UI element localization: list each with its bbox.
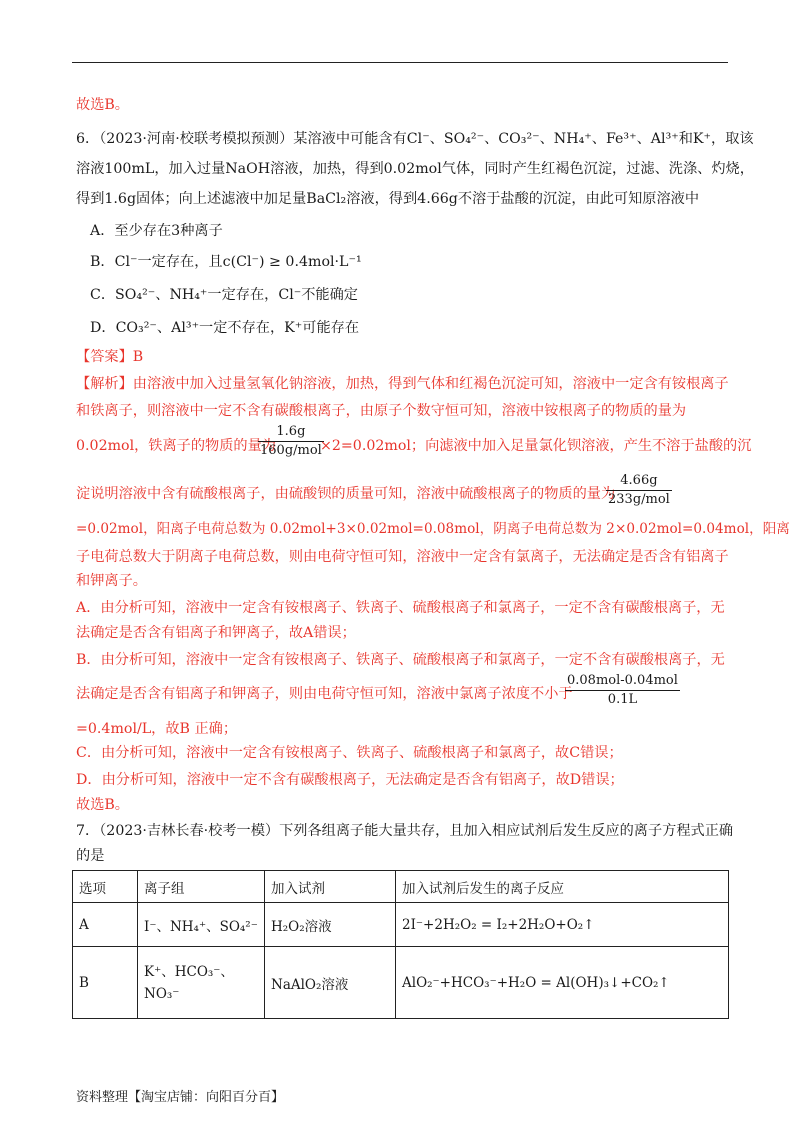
fraction-chloride-conc [565,672,680,709]
analysis-line: 淀说明溶液中含有硫酸根离子，由硫酸钡的质量可知，溶液中硫酸根离子的物质的量为 [76,486,616,502]
table-cell-reaction: 2I⁻+2H₂O₂ = I₂+2H₂O+O₂↑ [396,903,729,947]
analysis-line: 故选B。 [76,797,129,813]
header-rule [72,62,728,63]
table-row [73,947,729,1019]
table-header-row [73,871,729,903]
prev-conclusion: 故选B。 [76,97,129,113]
analysis-line: B．由分析可知，溶液中一定含有铵根离子、铁离子、硫酸根离子和氯离子，一定不含有碳酸根离子，无 [76,652,725,668]
q6-answer: 【答案】B [76,349,144,365]
table-cell-option: B [73,947,138,1019]
analysis-line: 法确定是否含有铝离子和钾离子，则由电荷守恒可知，溶液中氯离子浓度不小于 [76,686,573,702]
analysis-line: C．由分析可知，溶液中一定含有铵根离子、铁离子、硫酸根离子和氯离子，故C错误； [76,745,623,761]
fraction-fe-moles [258,423,324,460]
fraction-sulfate-moles [606,472,672,509]
q7-stem-line2: 的是 [76,848,105,864]
table-header-cell: 选项 [73,871,138,903]
analysis-line: 和钾离子。 [76,573,147,589]
fraction-numerator: 1.6g [276,424,306,439]
q6-stem-line3: 得到1.6g固体；向上述滤液中加足量BaCl₂溶液，得到4.66g不溶于盐酸的沉淀，由此可知原溶液中 [76,191,700,207]
table-row [73,903,729,947]
q6-option-d: D．CO₃²⁻、Al³⁺一定不存在，K⁺可能存在 [90,320,360,336]
fraction-numerator: 0.08mol-0.04mol [567,673,678,688]
fraction-denominator: 0.1L [565,690,680,709]
analysis-line: =0.4mol/L，故B 正确； [76,721,238,737]
analysis-line: 【解析】由溶液中加入过量氢氧化钠溶液，加热，得到气体和红褐色沉淀可知，溶液中一定含有铵根离子 [76,376,729,392]
table-cell-reagent: H₂O₂溶液 [265,903,396,947]
analysis-line: 子电荷总数大于阴离子电荷总数，则由电荷守恒可知，溶液中一定含有氯离子，无法确定是否含有铝离子 [76,549,729,565]
q6-stem-line1: 6．（2023·河南·校联考模拟预测）某溶液中可能含有Cl⁻、SO₄²⁻、CO₃²⁻、NH₄⁺、Fe³⁺、Al³⁺和K⁺，取该 [76,131,754,147]
q6-option-c: C．SO₄²⁻、NH₄⁺一定存在，Cl⁻不能确定 [90,287,358,303]
analysis-line: 0.02mol，铁离子的物质的量为 [76,438,276,454]
q6-option-b: B．Cl⁻一定存在，且c(Cl⁻) ≥ 0.4mol·L⁻¹ [90,254,362,270]
table-header-cell: 离子组 [138,871,265,903]
analysis-line: ×2=0.02mol；向滤液中加入足量氯化钡溶液，产生不溶于盐酸的沉 [320,438,752,454]
q7-stem-line1: 7．（2023·吉林长春·校考一模）下列各组离子能大量共存，且加入相应试剂后发生反应的离子方程式正确 [76,823,734,839]
analysis-line: =0.02mol，阳离子电荷总数为 0.02mol+3×0.02mol=0.08mol，阴离子电荷总数为 2×0.02mol=0.04mol，阳离 [76,521,790,537]
table-header-cell: 加入试剂后发生的离子反应 [396,871,729,903]
analysis-line: A．由分析可知，溶液中一定含有铵根离子、铁离子、硫酸根离子和氯离子，一定不含有碳酸根离子，无 [76,600,725,616]
analysis-line: 和铁离子，则溶液中一定不含有碳酸根离子，由原子个数守恒可知，溶液中铵根离子的物质的量为 [76,403,687,419]
footer-source: 资料整理【淘宝店铺：向阳百分百】 [76,1090,285,1105]
fraction-denominator: 233g/mol [608,492,670,507]
q7-table [72,870,729,1019]
table-cell-ions: K⁺、HCO₃⁻、NO₃⁻ [138,947,265,1019]
q6-option-a: A．至少存在3种离子 [90,223,223,239]
fraction-denominator: 160g/mol [260,443,322,458]
analysis-line: 法确定是否含有铝离子和钾离子，故A错误； [76,625,356,641]
analysis-line: D．由分析可知，溶液中一定不含有碳酸根离子，无法确定是否含有铝离子，故D错误； [76,772,624,788]
table-cell-option: A [73,903,138,947]
table-cell-reaction: AlO₂⁻+HCO₃⁻+H₂O = Al(OH)₃↓+CO₂↑ [396,947,729,1019]
table-header-cell: 加入试剂 [265,871,396,903]
fraction-numerator: 4.66g [620,473,658,488]
table-cell-ions: I⁻、NH₄⁺、SO₄²⁻ [138,903,265,947]
table-cell-reagent: NaAlO₂溶液 [265,947,396,1019]
q6-stem-line2: 溶液100mL，加入过量NaOH溶液，加热，得到0.02mol气体，同时产生红褐色沉淀，过滤、洗涤、灼烧， [76,161,754,177]
